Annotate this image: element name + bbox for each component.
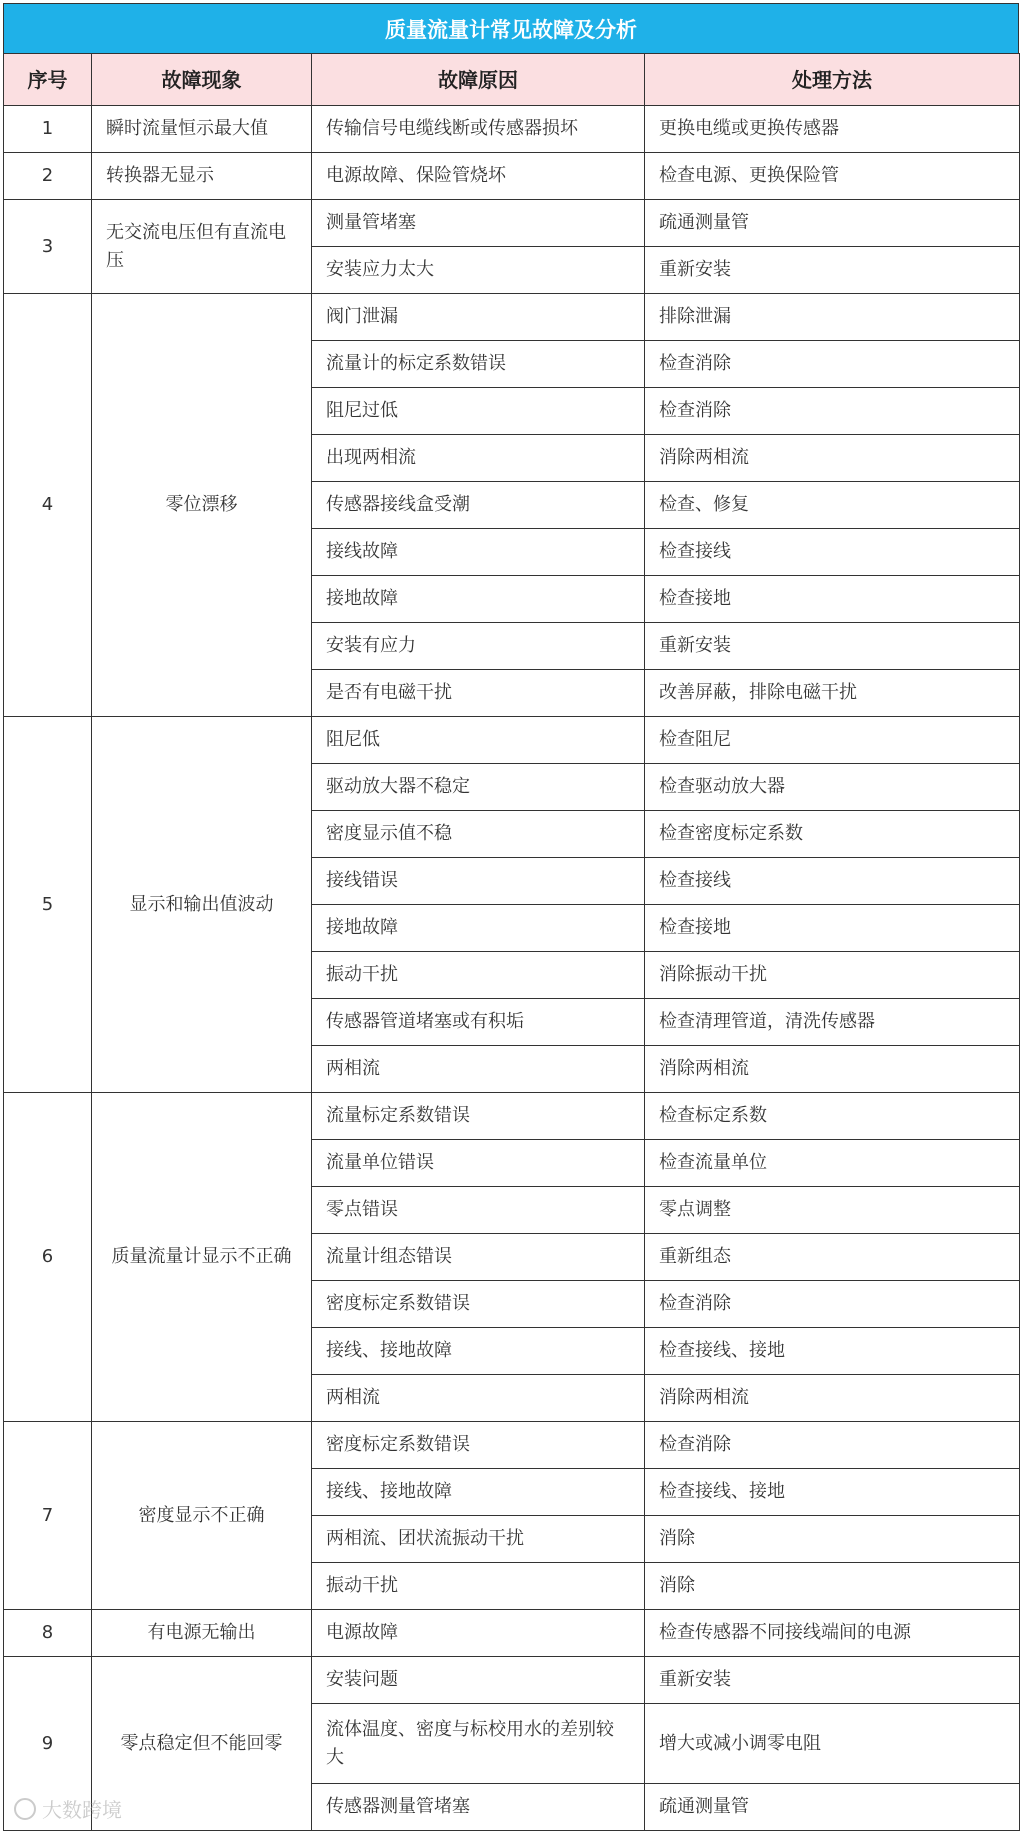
fault-cause: 接地故障 [312,576,645,623]
row-number: 2 [4,153,92,200]
table-title: 质量流量计常见故障及分析 [3,3,1019,53]
row-number: 8 [4,1610,92,1657]
fault-symptom: 显示和输出值波动 [92,717,312,1093]
fault-cause: 测量管堵塞 [312,200,645,247]
fault-cause: 是否有电磁干扰 [312,670,645,717]
fault-symptom: 无交流电压但有直流电压 [92,200,312,294]
row-number: 6 [4,1093,92,1422]
fault-solution: 重新安装 [645,247,1020,294]
fault-cause: 接线错误 [312,858,645,905]
fault-solution: 零点调整 [645,1187,1020,1234]
table-row [4,1093,1020,1140]
fault-cause: 接线、接地故障 [312,1328,645,1375]
fault-solution: 消除 [645,1563,1020,1610]
table-row [4,106,1020,153]
table-row [4,153,1020,200]
fault-solution: 检查驱动放大器 [645,764,1020,811]
fault-solution: 改善屏蔽，排除电磁干扰 [645,670,1020,717]
fault-solution: 增大或减小调零电阻 [645,1704,1020,1784]
fault-solution: 检查接线、接地 [645,1469,1020,1516]
row-number: 5 [4,717,92,1093]
fault-solution: 消除振动干扰 [645,952,1020,999]
header-solution: 处理方法 [645,54,1020,106]
fault-cause: 零点错误 [312,1187,645,1234]
table-body [4,106,1020,1831]
fault-symptom: 密度显示不正确 [92,1422,312,1610]
fault-solution: 检查消除 [645,341,1020,388]
fault-solution: 检查消除 [645,1422,1020,1469]
fault-cause: 密度显示值不稳 [312,811,645,858]
header-no: 序号 [4,54,92,106]
table-row [4,1657,1020,1704]
row-number: 4 [4,294,92,717]
fault-cause: 流量标定系数错误 [312,1093,645,1140]
fault-solution: 检查密度标定系数 [645,811,1020,858]
fault-solution: 消除两相流 [645,435,1020,482]
header-cause: 故障原因 [312,54,645,106]
fault-table-container [3,3,1019,1826]
fault-cause: 阻尼低 [312,717,645,764]
fault-solution: 检查传感器不同接线端间的电源 [645,1610,1020,1657]
fault-solution: 检查接地 [645,905,1020,952]
table-row [4,1610,1020,1657]
fault-solution: 检查消除 [645,388,1020,435]
fault-cause: 传感器接线盒受潮 [312,482,645,529]
row-number: 7 [4,1422,92,1610]
table-row [4,717,1020,764]
fault-solution: 重新安装 [645,623,1020,670]
table-row [4,200,1020,247]
row-number: 1 [4,106,92,153]
header-symptom: 故障现象 [92,54,312,106]
fault-cause: 流量计的标定系数错误 [312,341,645,388]
fault-solution: 重新安装 [645,1657,1020,1704]
fault-cause: 接线、接地故障 [312,1469,645,1516]
fault-solution: 消除两相流 [645,1375,1020,1422]
fault-cause: 安装有应力 [312,623,645,670]
fault-cause: 两相流 [312,1046,645,1093]
row-number: 9 [4,1657,92,1831]
fault-cause: 振动干扰 [312,952,645,999]
fault-cause: 流量计组态错误 [312,1234,645,1281]
fault-solution: 检查、修复 [645,482,1020,529]
fault-symptom: 零点稳定但不能回零 [92,1657,312,1831]
fault-solution: 检查接地 [645,576,1020,623]
fault-solution: 重新组态 [645,1234,1020,1281]
fault-cause: 振动干扰 [312,1563,645,1610]
fault-symptom: 转换器无显示 [92,153,312,200]
fault-cause: 密度标定系数错误 [312,1422,645,1469]
fault-solution: 消除两相流 [645,1046,1020,1093]
fault-cause: 安装应力太大 [312,247,645,294]
watermark-text: 大数跨境 [42,1798,122,1822]
fault-solution: 检查接线、接地 [645,1328,1020,1375]
watermark [14,1794,122,1823]
fault-cause: 安装问题 [312,1657,645,1704]
fault-solution: 检查接线 [645,858,1020,905]
fault-symptom: 瞬时流量恒示最大值 [92,106,312,153]
fault-solution: 疏通测量管 [645,1784,1020,1831]
fault-symptom: 质量流量计显示不正确 [92,1093,312,1422]
fault-solution: 疏通测量管 [645,200,1020,247]
row-number: 3 [4,200,92,294]
table-header-row [4,54,1020,106]
fault-cause: 两相流、团状流振动干扰 [312,1516,645,1563]
fault-cause: 出现两相流 [312,435,645,482]
fault-solution: 检查标定系数 [645,1093,1020,1140]
table-row [4,294,1020,341]
fault-cause: 两相流 [312,1375,645,1422]
fault-cause: 传输信号电缆线断或传感器损坏 [312,106,645,153]
fault-cause: 驱动放大器不稳定 [312,764,645,811]
fault-cause: 阻尼过低 [312,388,645,435]
fault-solution: 检查电源、更换保险管 [645,153,1020,200]
fault-solution: 检查流量单位 [645,1140,1020,1187]
fault-cause: 流体温度、密度与标校用水的差别较大 [312,1704,645,1784]
fault-solution: 排除泄漏 [645,294,1020,341]
fault-cause: 接地故障 [312,905,645,952]
fault-cause: 电源故障 [312,1610,645,1657]
fault-cause: 密度标定系数错误 [312,1281,645,1328]
fault-solution: 更换电缆或更换传感器 [645,106,1020,153]
watermark-logo-icon [14,1798,36,1820]
fault-solution: 消除 [645,1516,1020,1563]
fault-solution: 检查消除 [645,1281,1020,1328]
fault-solution: 检查接线 [645,529,1020,576]
fault-cause: 电源故障、保险管烧坏 [312,153,645,200]
fault-cause: 接线故障 [312,529,645,576]
fault-solution: 检查阻尼 [645,717,1020,764]
fault-cause: 传感器测量管堵塞 [312,1784,645,1831]
fault-cause: 传感器管道堵塞或有积垢 [312,999,645,1046]
table-row [4,1422,1020,1469]
fault-cause: 流量单位错误 [312,1140,645,1187]
fault-symptom: 零位漂移 [92,294,312,717]
fault-solution: 检查清理管道，清洗传感器 [645,999,1020,1046]
fault-symptom: 有电源无输出 [92,1610,312,1657]
fault-cause: 阀门泄漏 [312,294,645,341]
fault-analysis-table [3,53,1020,1831]
